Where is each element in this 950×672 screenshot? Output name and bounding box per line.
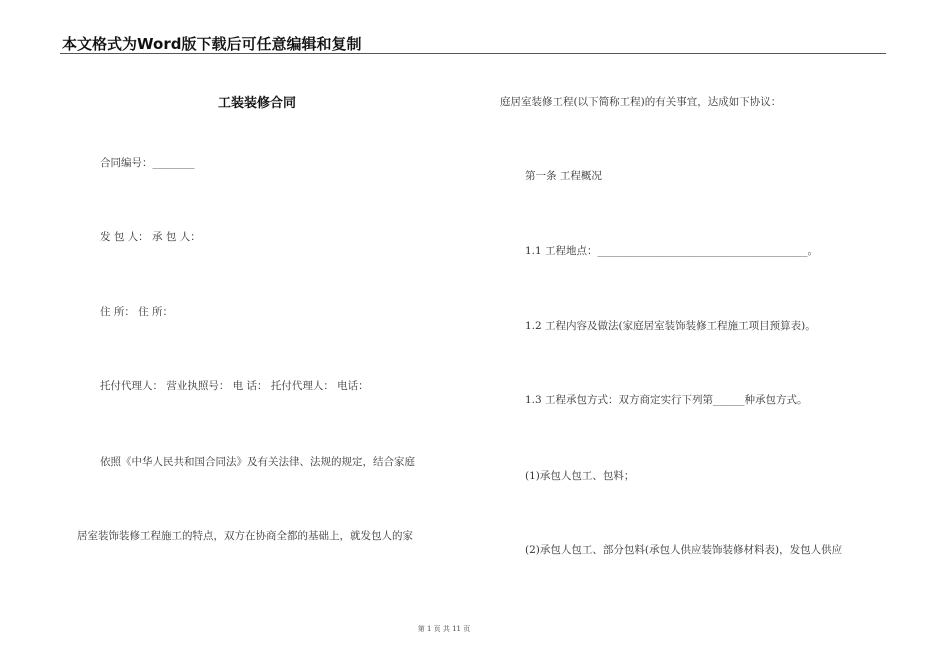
paragraph-line: 居室装饰装修工程施工的特点，双方在协商全都的基础上，就发包人的家 xyxy=(77,530,413,542)
clause-line: 1.2 工程内容及做法(家庭居室装饰装修工程施工项目预算表)。 xyxy=(525,320,816,332)
clause-line: (2)承包人包工、部分包料(承包人供应装饰装修材料表)，发包人供应 xyxy=(525,544,843,556)
document-title: 工装装修合同 xyxy=(218,96,297,111)
header-divider xyxy=(60,53,886,54)
paragraph-line: 依照《中华人民共和国合同法》及有关法律、法规的规定，结合家庭 xyxy=(100,456,415,468)
header-title: 本文格式为Word版下载后可任意编辑和复制 xyxy=(62,35,362,53)
clause-line: 1.1 工程地点：________________________________________。 xyxy=(525,245,819,257)
clause-line: 1.3 工程承包方式：双方商定实行下列第______种承包方式。 xyxy=(525,394,808,406)
agent-line: 托付代理人： 营业执照号： 电 话： 托付代理人： 电话： xyxy=(100,380,369,392)
paragraph-line: 庭居室装修工程(以下简称工程)的有关事宜，达成如下协议： xyxy=(500,96,782,108)
contract-number-line: 合同编号：________ xyxy=(100,157,195,169)
address-line: 住 所： 住 所： xyxy=(100,306,174,318)
clause-line: (1)承包人包工、包料； xyxy=(525,470,635,482)
section-heading: 第一条 工程概况 xyxy=(525,170,602,182)
parties-line: 发 包 人： 承 包 人： xyxy=(100,231,201,243)
page-number: 第 1 页 共 11 页 xyxy=(417,625,471,633)
